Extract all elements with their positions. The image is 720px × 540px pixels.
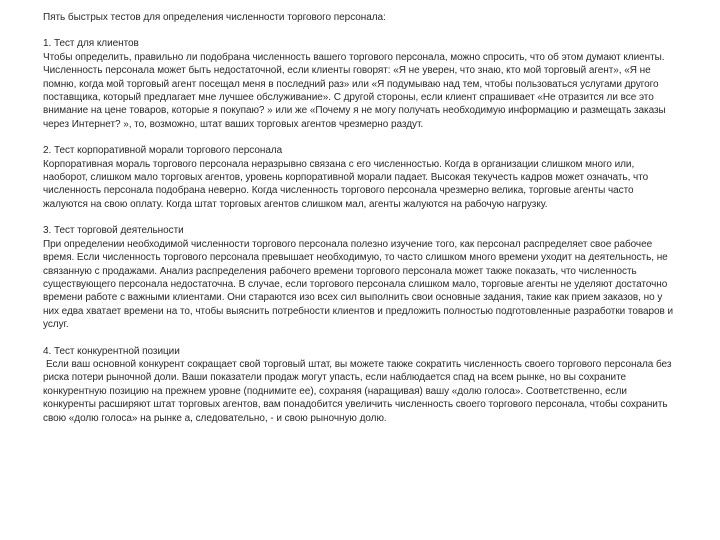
section-activity-test bbox=[43, 224, 679, 331]
document-page bbox=[43, 11, 679, 438]
document-title: Пять быстрых тестов для определения численности торгового персонала: bbox=[43, 12, 386, 23]
section-heading: 4. Тест конкурентной позиции bbox=[43, 345, 180, 357]
section-body: Чтобы определить, правильно ли подобрана численность вашего торгового персонала, можно спросить, что об этом думают клиенты. Численность персонала может быть недостаточной, если клиенты говорят: «Я не уверен, что знаю, кто мой торговый агент», «Я не помню, когда мой торговый агент посещал меня в последний раз» или «Я подумываю над тем, чтобы пользоваться услугами другого поставщика, который предлагает мне лучшее обслуживание». С другой стороны, если клиент спрашивает «Не отразится ли все это внимание на цене товаров, которые я покупаю? » или же «Почему я не могу получать необходимую информацию и размещать заказы через Интернет? », то, возможно, штат ваших торговых агентов чрезмерно раздут. bbox=[43, 51, 666, 130]
section-heading: 3. Тест торговой деятельности bbox=[43, 225, 184, 237]
section-competitive-test bbox=[43, 345, 679, 425]
section-morale-test bbox=[43, 144, 679, 211]
section-body: При определении необходимой численности торгового персонала полезно изучение того, как персонал распределяет свое рабочее время. Если численность торгового персонала превышает необходимую, то часто слишком много времени уходит на деятельность, не связанную с продажами. Анализ распределения рабочего времени торгового персонала может также показать, что численность существующего персонала недостаточна. В случае, если торгового персонала слишком мало, торговые агенты не уделяют достаточно времени работе с важными клиентами. Они стараются изо всех сил выполнить свои основные задания, такие как прием заказов, но у них едва хватает времени на то, чтобы выяснить потребности клиентов и предложить полностью подготовленные разработки товаров и услуг. bbox=[43, 238, 674, 331]
section-heading: 2. Тест корпоративной морали торгового персонала bbox=[43, 145, 283, 157]
section-heading: 1. Тест для клиентов bbox=[43, 38, 139, 50]
section-body: Корпоративная мораль торгового персонала неразрывно связана с его численностью. Когда в организации слишком много или, наоборот, слишком мало торговых агентов, уровень корпоративной морали падает. Высокая текучесть кадров может означать, что численность персонала подобрана неверно. Когда численность торгового персонала чрезмерно велика, торговые агенты часто жалуются на свою оплату. Когда штат торговых агентов слишком мал, агенты жалуются на рабочую нагрузку. bbox=[43, 158, 649, 210]
section-body: Если ваш основной конкурент сокращает свой торговый штат, вы можете также сократить численность своего торгового персонала без риска потери рыночной доли. Ваши показатели продаж могут упасть, если наблюдается спад на всем рынке, но вы сохраните конкурентную позицию на прежнем уровне (поднимите ее), сохраняя (наращивая) вашу «долю голоса». Соответственно, если конкуренты расширяют штат торговых агентов, вам понадобится увеличить численность своего торгового персонала, чтобы сохранить свою «долю голоса» на рынке а, следовательно, - и свою рыночную долю. bbox=[43, 358, 672, 424]
section-customer-test bbox=[43, 37, 679, 131]
